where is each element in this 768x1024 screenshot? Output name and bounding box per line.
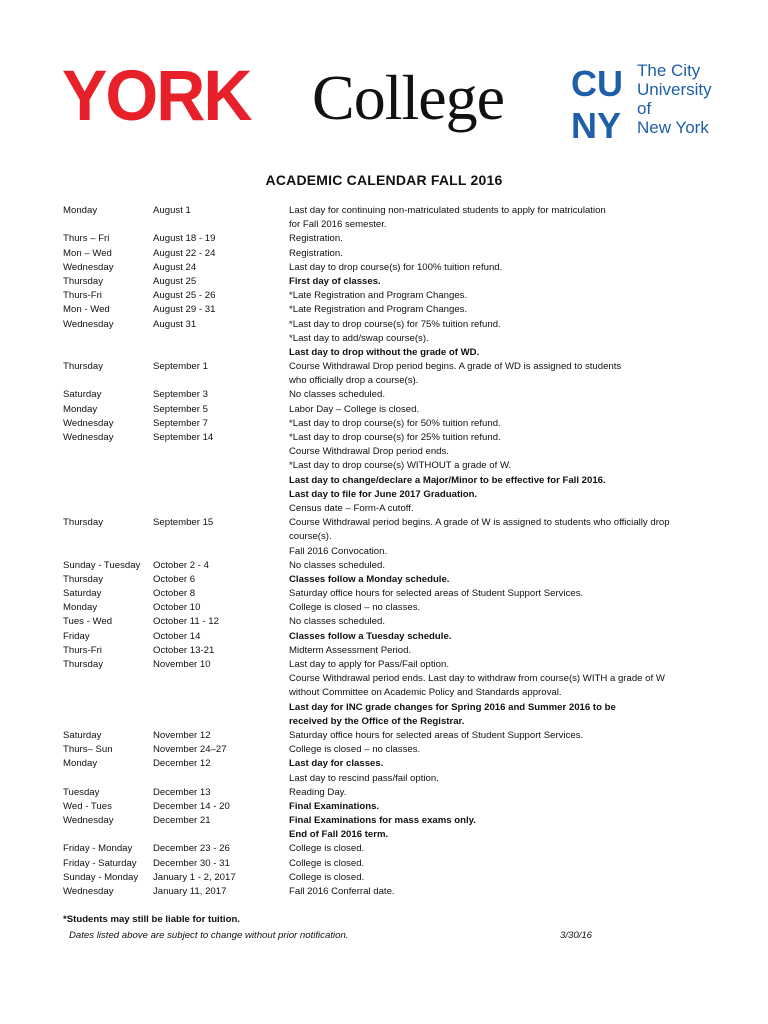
calendar-row <box>63 686 723 700</box>
day-cell: Friday <box>63 630 90 642</box>
event-cell: Last day to file for June 2017 Graduation. <box>289 488 478 500</box>
event-cell: No classes scheduled. <box>289 616 385 628</box>
calendar-row <box>63 644 723 658</box>
day-cell: Thursday <box>63 659 103 670</box>
cuny-line-1: The City <box>637 61 701 80</box>
event-cell: Labor Day – College is closed. <box>289 403 420 415</box>
calendar-row <box>63 757 723 771</box>
event-cell: End of Fall 2016 term. <box>289 829 389 841</box>
event-cell: *Last day to add/swap course(s). <box>289 332 429 344</box>
event-cell: Course Withdrawal Drop period begins. A grade of WD is assigned to students <box>289 361 622 373</box>
cuny-letters-bottom: NY <box>571 105 622 142</box>
event-cell: Reading Day. <box>289 786 347 798</box>
calendar-row <box>63 545 723 559</box>
document-date: 3/30/16 <box>560 930 593 941</box>
day-cell: Sunday - Monday <box>63 871 139 883</box>
calendar-row <box>63 275 723 289</box>
calendar-table <box>63 204 723 899</box>
cuny-line-4: New York <box>637 118 709 137</box>
event-cell: Last day for classes. <box>289 758 384 770</box>
date-cell: September 1 <box>153 361 208 373</box>
calendar-row <box>63 559 723 573</box>
date-cell: October 14 <box>153 630 201 642</box>
calendar-row <box>63 729 723 743</box>
event-cell: Saturday office hours for selected areas of Student Support Services. <box>289 588 584 600</box>
event-cell: Last day for INC grade changes for Spring 2016 and Summer 2016 to be <box>289 701 616 713</box>
cuny-logo <box>569 60 633 142</box>
date-cell: October 13-21 <box>153 644 215 656</box>
calendar-row <box>63 388 723 402</box>
calendar-row <box>63 715 723 729</box>
event-cell: Registration. <box>289 247 343 259</box>
day-cell: Monday <box>63 758 98 770</box>
day-cell: Thurs– Sun <box>63 744 113 756</box>
event-cell: course(s). <box>289 531 332 543</box>
date-cell: August 25 <box>153 275 197 287</box>
date-cell: August 25 - 26 <box>153 290 216 302</box>
date-cell: November 24–27 <box>153 744 227 756</box>
event-cell: College is closed. <box>289 843 365 855</box>
event-cell: Census date – Form-A cutoff. <box>289 502 414 514</box>
date-cell: August 24 <box>153 261 197 273</box>
date-cell: October 11 - 12 <box>153 616 219 628</box>
calendar-row <box>63 403 723 417</box>
day-cell: Thursday <box>63 275 103 287</box>
day-cell: Saturday <box>63 729 102 741</box>
event-cell: Midterm Assessment Period. <box>289 644 412 656</box>
cuny-line-3: of <box>637 99 652 118</box>
calendar-row <box>63 701 723 715</box>
day-cell: Friday - Monday <box>63 843 133 855</box>
day-cell: Monday <box>63 205 98 216</box>
event-cell: for Fall 2016 semester. <box>289 219 387 231</box>
day-cell: Thursday <box>63 361 103 373</box>
event-cell: received by the Office of the Registrar. <box>289 715 465 727</box>
calendar-row <box>63 360 723 374</box>
calendar-row <box>63 417 723 431</box>
event-cell: College is closed. <box>289 871 365 883</box>
event-cell: Last day to rescind pass/fail option. <box>289 772 439 784</box>
date-cell: October 8 <box>153 588 196 600</box>
day-cell: Thursday <box>63 573 103 585</box>
disclaimer: Dates listed above are subject to change without prior notification. <box>69 930 349 941</box>
calendar-row <box>63 828 723 842</box>
calendar-row <box>63 318 723 332</box>
cuny-letters-top: CU <box>571 63 623 104</box>
calendar-row <box>63 445 723 459</box>
calendar-row <box>63 658 723 672</box>
event-cell: Classes follow a Monday schedule. <box>289 573 450 585</box>
date-cell: August 22 - 24 <box>153 247 216 259</box>
day-cell: Thursday <box>63 517 103 529</box>
calendar-row <box>63 630 723 644</box>
calendar-row <box>63 502 723 516</box>
calendar-row <box>63 232 723 246</box>
date-cell: September 15 <box>153 517 214 529</box>
event-cell: Fall 2016 Conferral date. <box>289 886 395 897</box>
calendar-row <box>63 488 723 502</box>
event-cell: Last day to change/declare a Major/Minor to be effective for Fall 2016. <box>289 474 606 486</box>
date-cell: November 12 <box>153 729 211 741</box>
day-cell: Tuesday <box>63 786 100 798</box>
calendar-row <box>63 885 723 899</box>
event-cell: No classes scheduled. <box>289 389 385 401</box>
header <box>62 55 712 158</box>
event-cell: College is closed. <box>289 857 365 869</box>
day-cell: Monday <box>63 403 98 415</box>
calendar-row <box>63 772 723 786</box>
calendar-row <box>63 459 723 473</box>
day-cell: Wednesday <box>63 432 114 443</box>
calendar-row <box>63 842 723 856</box>
day-cell: Sunday - Tuesday <box>63 559 141 571</box>
event-cell: Classes follow a Tuesday schedule. <box>289 630 452 642</box>
event-cell: *Last day to drop course(s) WITHOUT a grade of W. <box>289 460 512 472</box>
date-cell: October 2 - 4 <box>153 559 209 571</box>
date-cell: January 11, 2017 <box>153 886 227 897</box>
date-cell: September 7 <box>153 417 208 429</box>
date-cell: January 1 - 2, 2017 <box>153 871 236 883</box>
day-cell: Mon - Wed <box>63 304 110 316</box>
event-cell: Final Examinations. <box>289 800 380 812</box>
calendar-row <box>63 857 723 871</box>
event-cell: Registration. <box>289 233 343 245</box>
date-cell: December 21 <box>153 815 211 827</box>
college-wordmark: College <box>312 62 505 133</box>
event-cell: without Committee on Academic Policy and Standards approval. <box>289 687 562 699</box>
calendar-row <box>63 261 723 275</box>
date-cell: September 5 <box>153 403 208 415</box>
event-cell: No classes scheduled. <box>289 559 385 571</box>
calendar-row <box>63 431 723 445</box>
date-cell: August 31 <box>153 318 197 330</box>
date-cell: September 3 <box>153 389 208 401</box>
day-cell: Friday - Saturday <box>63 857 137 869</box>
page-title: ACADEMIC CALENDAR FALL 2016 <box>265 172 503 188</box>
event-cell: *Last day to drop course(s) for 75% tuition refund. <box>289 318 501 330</box>
event-cell: Last day to drop course(s) for 100% tuition refund. <box>289 261 503 273</box>
date-cell: December 14 - 20 <box>153 800 230 812</box>
event-cell: Last day to drop without the grade of WD. <box>289 346 480 358</box>
calendar-row <box>63 289 723 303</box>
date-cell: December 13 <box>153 786 211 798</box>
cuny-line-2: University <box>637 80 712 99</box>
date-cell: November 10 <box>153 659 211 670</box>
day-cell: Wednesday <box>63 318 114 330</box>
event-cell: Last day for continuing non-matriculated students to apply for matriculation <box>289 205 606 216</box>
date-cell: December 12 <box>153 758 211 770</box>
calendar-row <box>63 204 723 218</box>
calendar-row <box>63 516 723 530</box>
calendar-row <box>63 814 723 828</box>
event-cell: College is closed – no classes. <box>289 744 421 756</box>
calendar-row <box>63 672 723 686</box>
date-cell: October 6 <box>153 573 196 585</box>
event-cell: *Last day to drop course(s) for 25% tuition refund. <box>289 432 501 443</box>
event-cell: Course Withdrawal period begins. A grade of W is assigned to students who officially drop <box>289 517 670 529</box>
event-cell: Course Withdrawal Drop period ends. <box>289 446 449 458</box>
day-cell: Thurs-Fri <box>63 644 102 656</box>
calendar-row <box>63 332 723 346</box>
event-cell: Fall 2016 Convocation. <box>289 545 388 557</box>
date-cell: December 23 - 26 <box>153 843 230 855</box>
york-wordmark: YORK <box>62 55 251 136</box>
event-cell: *Last day to drop course(s) for 50% tuition refund. <box>289 417 501 429</box>
event-cell: Last day to apply for Pass/Fail option. <box>289 659 449 670</box>
calendar-row <box>63 303 723 317</box>
calendar-row <box>63 871 723 885</box>
cuny-name <box>637 61 712 137</box>
calendar-row <box>63 615 723 629</box>
date-cell: September 14 <box>153 432 214 443</box>
calendar-row <box>63 346 723 360</box>
calendar-row <box>63 218 723 232</box>
date-cell: December 30 - 31 <box>153 857 230 869</box>
day-cell: Wednesday <box>63 261 114 273</box>
day-cell: Saturday <box>63 389 102 401</box>
day-cell: Monday <box>63 602 98 614</box>
day-cell: Thurs – Fri <box>63 233 110 245</box>
calendar-row <box>63 474 723 488</box>
calendar-row <box>63 786 723 800</box>
event-cell: who officially drop a course(s). <box>289 375 419 387</box>
event-cell: Final Examinations for mass exams only. <box>289 815 476 827</box>
day-cell: Wednesday <box>63 886 114 897</box>
event-cell: *Late Registration and Program Changes. <box>289 304 468 316</box>
day-cell: Thurs-Fri <box>63 290 102 302</box>
calendar-row <box>63 247 723 261</box>
calendar-row <box>63 800 723 814</box>
footnote: *Students may still be liable for tuition. <box>63 914 240 925</box>
day-cell: Wed - Tues <box>63 800 112 812</box>
day-cell: Wednesday <box>63 815 114 827</box>
day-cell: Mon – Wed <box>63 247 112 259</box>
date-cell: August 29 - 31 <box>153 304 216 316</box>
event-cell: College is closed – no classes. <box>289 602 421 614</box>
calendar-row <box>63 573 723 587</box>
day-cell: Wednesday <box>63 417 114 429</box>
day-cell: Saturday <box>63 588 102 600</box>
calendar-row <box>63 587 723 601</box>
event-cell: *Late Registration and Program Changes. <box>289 290 468 302</box>
calendar-row <box>63 530 723 544</box>
event-cell: Course Withdrawal period ends. Last day to withdraw from course(s) WITH a grade of W <box>289 673 665 685</box>
date-cell: October 10 <box>153 602 201 614</box>
calendar-row <box>63 601 723 615</box>
calendar-row <box>63 374 723 388</box>
calendar-row <box>63 743 723 757</box>
event-cell: Saturday office hours for selected areas of Student Support Services. <box>289 729 584 741</box>
event-cell: First day of classes. <box>289 275 381 287</box>
date-cell: August 1 <box>153 205 191 216</box>
day-cell: Tues - Wed <box>63 616 113 628</box>
date-cell: August 18 - 19 <box>153 233 216 245</box>
